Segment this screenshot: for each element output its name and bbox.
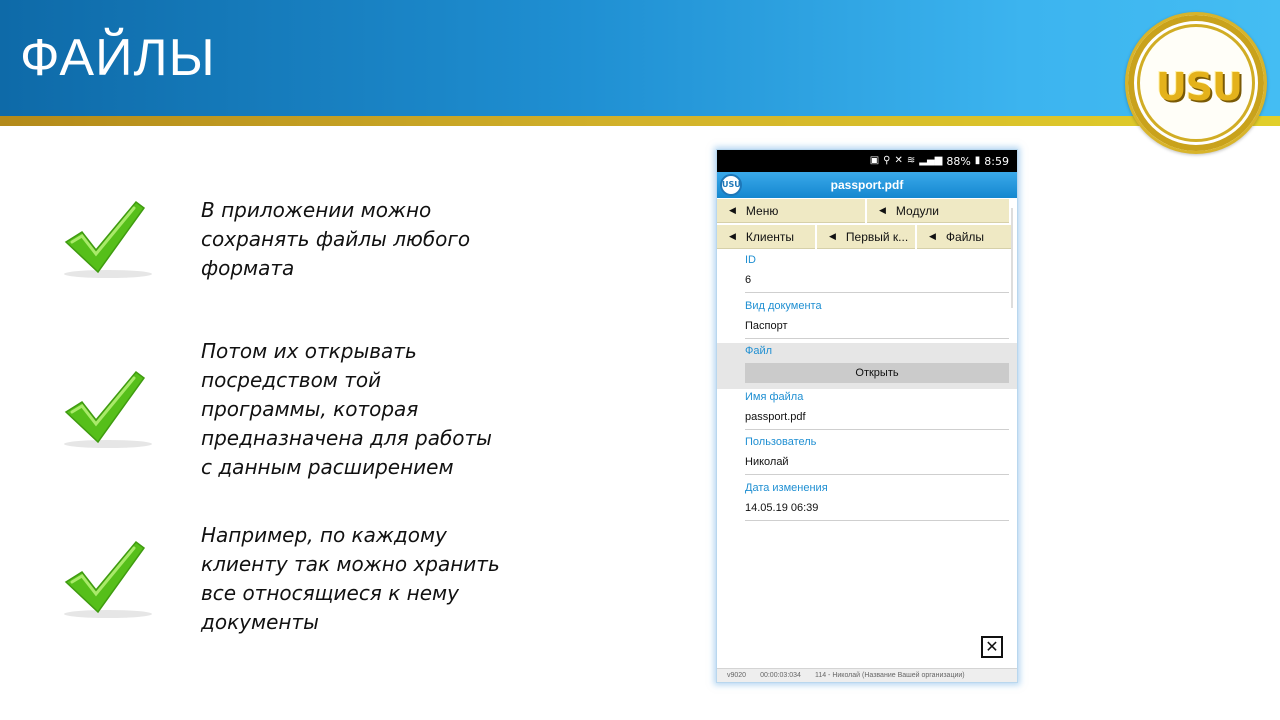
mute-icon: ✕ [894,155,903,166]
nav-button-modules[interactable] [867,199,1009,223]
notification-icon: ▣ [869,155,880,166]
nav-label: Меню [745,203,779,218]
status-time: 8:59 [984,154,1009,168]
user-info: 114 - Николай (Название Вашей организации) [814,672,965,679]
app-bar [717,172,1017,198]
field-underline [745,338,1009,339]
signal-icon: ▂▄▆ [919,155,943,166]
field-file-name[interactable] [717,389,1017,435]
nav-button-clients[interactable] [717,225,815,249]
field-underline [745,292,1009,293]
field-value: Паспорт [745,319,788,332]
back-arrow-icon: ◀ [729,231,736,241]
bullet-text-3: Например, по каждому клиенту так можно хранить все относящиеся к нему документы [201,523,500,634]
wifi-icon: ≋ [906,155,916,166]
nav-label: Первый к... [845,229,909,244]
logo-text: USU [1155,65,1243,109]
location-icon: ⚲ [883,155,891,166]
field-label: Пользователь [745,436,817,448]
checkmark-icon [58,538,158,620]
back-arrow-icon: ◀ [729,205,736,215]
bullet-text-1: В приложении можно сохранять файлы любого формата [201,198,471,280]
nav-row-1 [717,199,1017,225]
field-label: ID [745,254,756,266]
logo-ring [1137,24,1255,142]
header-stripe [0,116,1280,126]
session-timer: 00:00:03:034 [760,672,801,679]
nav-button-first-client[interactable] [817,225,915,249]
status-bar [717,150,1017,172]
close-icon[interactable]: ✕ [981,636,1003,658]
checkmark-icon [58,368,158,450]
field-doc-type[interactable] [717,298,1017,344]
field-file [717,343,1017,389]
field-modified-date[interactable] [717,480,1017,526]
back-arrow-icon: ◀ [929,231,936,241]
field-label: Вид документа [745,299,822,312]
nav-button-files[interactable] [917,225,1011,249]
battery-icon: ▮ [974,155,981,166]
field-value: passport.pdf [745,410,806,423]
slide-title: ФАЙЛЫ [20,29,216,87]
field-id[interactable] [717,252,1017,298]
nav-label: Модули [895,203,939,218]
field-underline [745,520,1009,521]
record-form [717,252,1017,525]
battery-percent: 88% [946,154,971,168]
app-logo[interactable]: USU [720,174,742,196]
field-label: Файл [745,345,773,357]
bullet-text-2: Потом их открывать посредством той программы, которая предназначена для работы с данным расширением [201,339,492,479]
field-label: Дата изменения [745,481,828,494]
nav-label: Клиенты [745,229,795,244]
app-version: v9020 [727,672,747,679]
nav-button-menu[interactable] [717,199,865,223]
field-underline [745,429,1009,430]
phone-screenshot [716,149,1018,683]
field-user[interactable] [717,434,1017,480]
back-arrow-icon: ◀ [879,205,886,215]
usu-logo [1125,12,1267,154]
nav-row-2 [717,225,1017,251]
field-value: 14.05.19 06:39 [745,501,819,514]
status-footer [717,668,1017,682]
field-value: 6 [745,274,752,286]
open-file-button[interactable]: Открыть [745,363,1009,383]
field-label: Имя файла [745,390,804,403]
field-value: Николай [745,456,789,468]
field-underline [745,474,1009,475]
back-arrow-icon: ◀ [829,231,836,241]
app-title: passport.pdf [830,178,904,192]
nav-label: Файлы [945,229,985,244]
checkmark-icon [58,198,158,280]
